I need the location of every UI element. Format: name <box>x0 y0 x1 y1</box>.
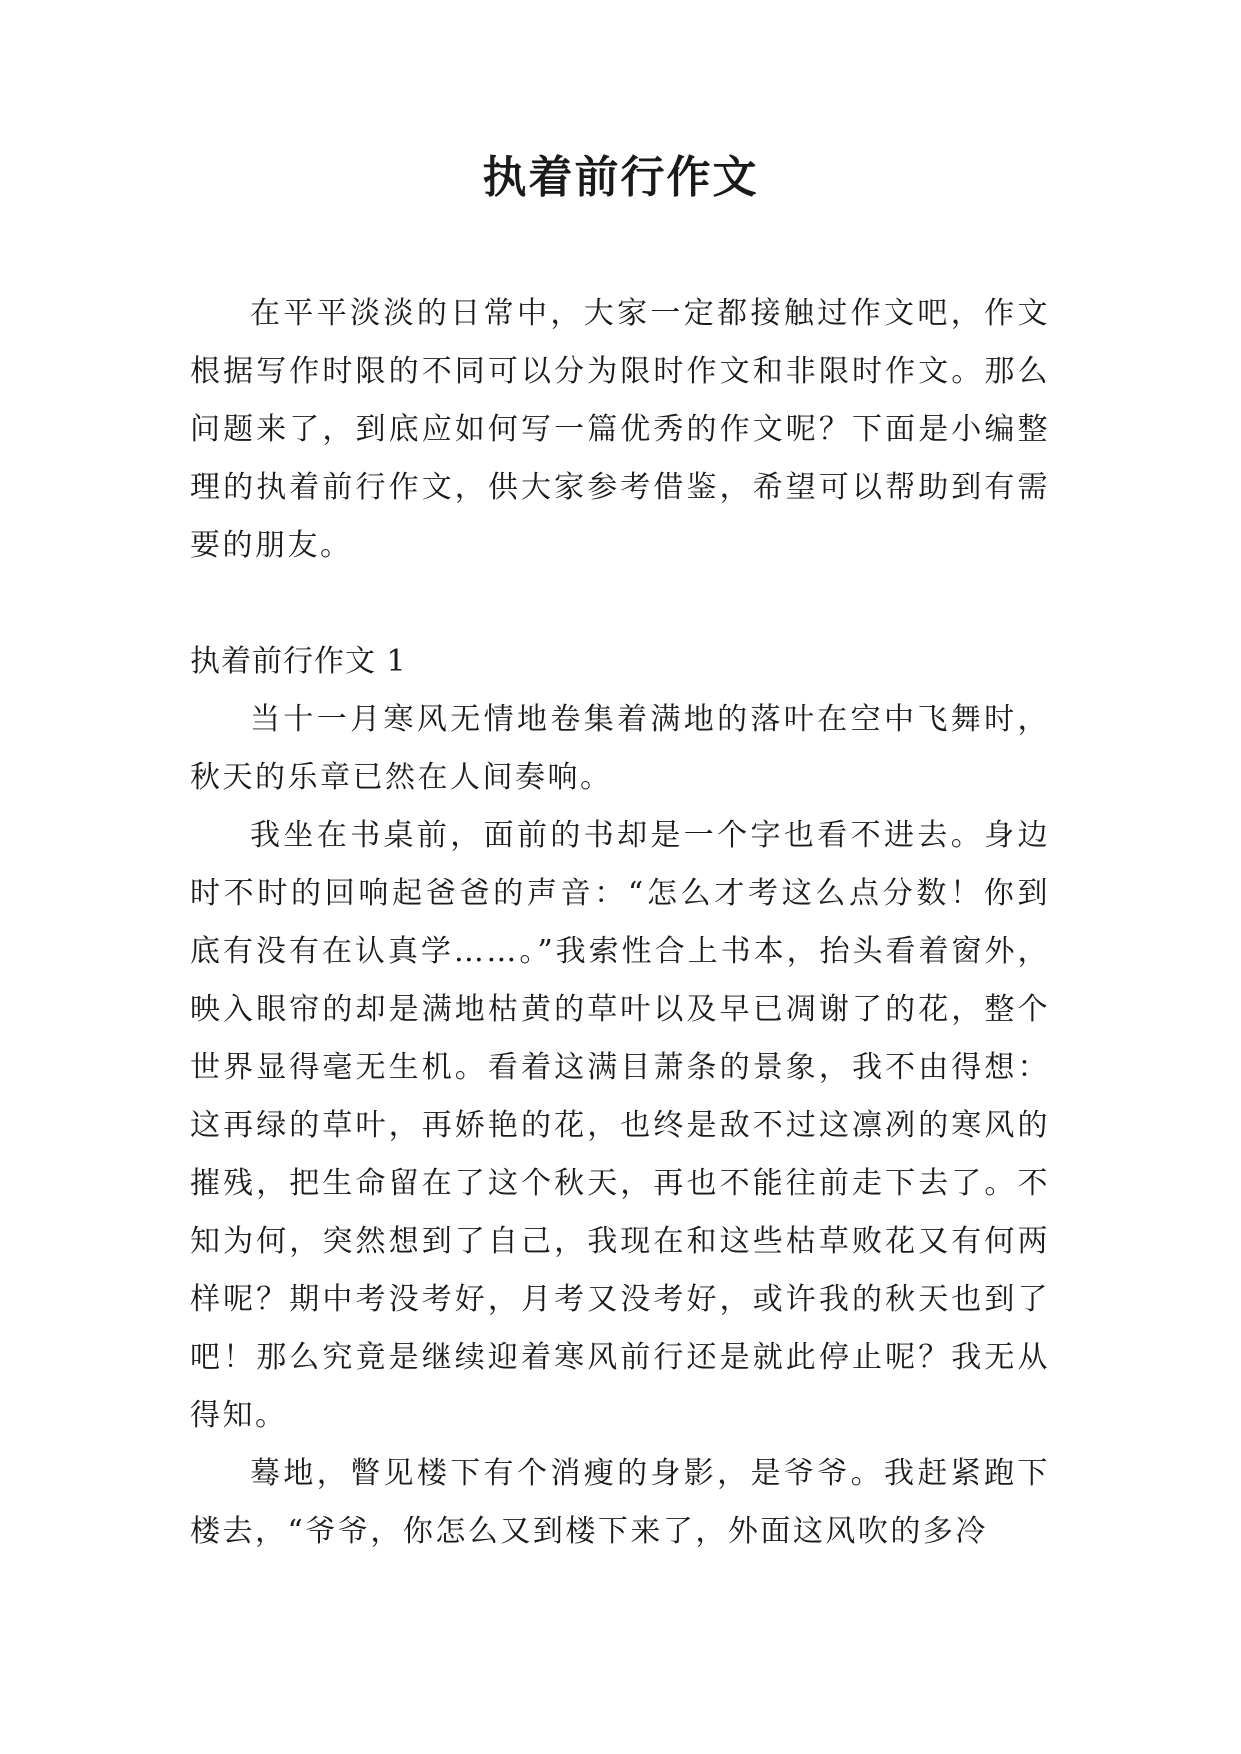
section-heading: 执着前行作文 1 <box>190 644 407 679</box>
document-title: 执着前行作文 <box>482 152 759 203</box>
document-body <box>190 285 1050 1561</box>
body-paragraph: 蓦地，瞥见楼下有个消瘦的身影，是爷爷。我赶紧跑下楼去，“爷爷，你怎么又到楼下来了，外面这风吹的多冷 <box>190 1456 1050 1549</box>
body-paragraph: 我坐在书桌前，面前的书却是一个字也看不进去。身边时不时的回响起爸爸的声音：“怎么才考这么点分数！你到底有没有在认真学……。”我索性合上书本，抬头看着窗外，映入眼帘的却是满地枯黄的草叶以及早已凋谢了的花，整个世界显得毫无生机。看着这满目萧条的景象，我不由得想：这再绿的草叶，再娇艳的花，也终是敌不过这凛冽的寒风的摧残，把生命留在了这个秋天，再也不能往前走下去了。不知为何，突然想到了自己，我现在和这些枯草败花又有何两样呢？期中考没考好，月考又没考好，或许我的秋天也到了吧！那么究竟是继续迎着寒风前行还是就此停止呢？我无从得知。 <box>190 818 1050 1433</box>
intro-paragraph: 在平平淡淡的日常中，大家一定都接触过作文吧，作文根据写作时限的不同可以分为限时作文和非限时作文。那么问题来了，到底应如何写一篇优秀的作文呢？下面是小编整理的执着前行作文，供大家参考借鉴，希望可以帮助到有需要的朋友。 <box>190 296 1050 563</box>
body-paragraph: 当十一月寒风无情地卷集着满地的落叶在空中飞舞时，秋天的乐章已然在人间奏响。 <box>190 702 1050 795</box>
